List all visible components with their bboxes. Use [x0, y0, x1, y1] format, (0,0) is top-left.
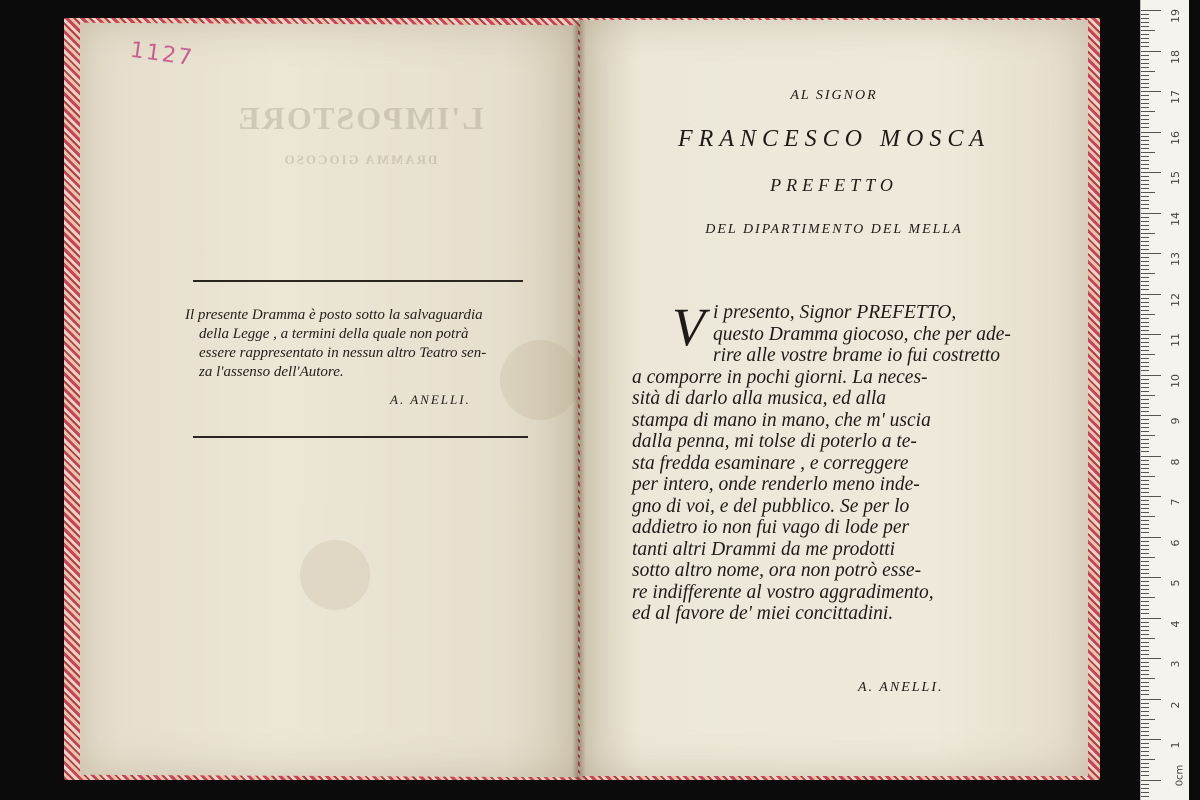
dedicatee-title: PREFETTO	[770, 175, 898, 195]
ruler-tick	[1141, 261, 1149, 262]
ruler-number: 7	[1169, 498, 1182, 506]
ruler-tick	[1141, 476, 1155, 477]
dedication-line: gno di voi, e del pubblico. Se per lo	[632, 495, 910, 517]
dedication-line: ed al favore de' miei concittadini.	[632, 603, 894, 624]
notice-line: della Legge , a termini della quale non potrà	[199, 326, 469, 342]
ruler-tick	[1141, 156, 1149, 157]
ruler-number: 1	[1169, 741, 1182, 749]
ruler-tick	[1141, 419, 1149, 420]
ruler-tick	[1141, 306, 1149, 307]
ruler-tick	[1141, 747, 1149, 748]
ruler-tick	[1141, 755, 1149, 756]
ruler-tick	[1141, 140, 1149, 141]
ruler-tick	[1141, 666, 1149, 667]
ruler-tick	[1141, 763, 1149, 764]
dedication-text	[632, 297, 1011, 625]
ruler-tick	[1141, 375, 1161, 376]
ruler-tick	[1141, 524, 1149, 525]
ruler-tick	[1141, 484, 1149, 485]
ruler-tick	[1141, 38, 1149, 39]
ruler-tick	[1141, 10, 1161, 11]
ruler-tick	[1141, 605, 1149, 606]
ruler-tick	[1141, 581, 1149, 582]
ruler-tick	[1141, 249, 1149, 250]
ruler-tick	[1141, 431, 1149, 432]
foxing-stain	[300, 540, 370, 610]
ruler-number: 12	[1169, 292, 1182, 307]
ruler-tick	[1141, 727, 1149, 728]
ruler-tick	[1141, 370, 1149, 371]
ruler-tick	[1141, 520, 1149, 521]
dedication-line: questo Dramma giocoso, che per ade-	[713, 323, 1011, 345]
ruler-tick	[1141, 682, 1149, 683]
ruler-tick	[1141, 127, 1149, 128]
ruler-tick	[1141, 504, 1149, 505]
ruler-tick	[1141, 528, 1149, 529]
ruler-tick	[1141, 229, 1149, 230]
ruler-tick	[1141, 792, 1149, 793]
ruler-tick	[1141, 415, 1161, 416]
ruler-tick	[1141, 160, 1149, 161]
ruler-tick	[1141, 759, 1155, 760]
ruler-tick	[1141, 310, 1149, 311]
dedication-signature: A. ANELLI.	[858, 680, 944, 695]
ruler-tick	[1141, 508, 1149, 509]
ruler-tick	[1141, 545, 1149, 546]
ruler-tick	[1141, 51, 1161, 52]
notice-line: za l'assenso dell'Autore.	[199, 364, 344, 380]
ruler-tick	[1141, 119, 1149, 120]
ruler-tick	[1141, 537, 1161, 538]
ruler-tick	[1141, 771, 1149, 772]
ruler-tick	[1141, 447, 1149, 448]
ruler-unit-label: 0cm	[1174, 764, 1186, 787]
ruler-tick	[1141, 723, 1149, 724]
ruler-tick	[1141, 302, 1149, 303]
ruler-number: 5	[1169, 579, 1182, 587]
ruler-tick	[1141, 221, 1149, 222]
ruler-tick	[1141, 99, 1149, 100]
ruler-tick	[1141, 573, 1149, 574]
ruler-tick	[1141, 334, 1161, 335]
ruler-tick	[1141, 642, 1149, 643]
ruler-tick	[1141, 237, 1149, 238]
ruler-tick	[1141, 200, 1149, 201]
ruler-tick	[1141, 217, 1149, 218]
ruler-tick	[1141, 132, 1161, 133]
dedicatee-name: FRANCESCO MOSCA	[678, 126, 990, 152]
ruler-tick	[1141, 176, 1149, 177]
ruler-tick	[1141, 148, 1149, 149]
ruler-tick	[1141, 91, 1161, 92]
bleed-through-subtitle: DRAMMA GIOCOSO	[282, 152, 438, 167]
ruler-tick	[1141, 464, 1149, 465]
ruler-tick	[1141, 346, 1149, 347]
ruler-tick	[1141, 172, 1161, 173]
ruler-tick	[1141, 164, 1149, 165]
ruler-tick	[1141, 460, 1149, 461]
ruler-tick	[1141, 703, 1149, 704]
ruler-tick	[1141, 670, 1149, 671]
ruler-tick	[1141, 289, 1149, 290]
ruler-tick	[1141, 638, 1155, 639]
ruler-tick	[1141, 42, 1149, 43]
ruler-tick	[1141, 658, 1161, 659]
ruler-tick	[1141, 265, 1149, 266]
ruler-tick	[1141, 269, 1149, 270]
copyright-notice	[185, 306, 535, 382]
ruler-tick	[1141, 609, 1149, 610]
ruler-tick	[1141, 423, 1149, 424]
ruler-number: 11	[1169, 333, 1182, 347]
ruler-number: 18	[1169, 49, 1182, 64]
dedicatee-department: DEL DIPARTIMENTO DEL MELLA	[705, 222, 963, 237]
ruler-tick	[1141, 601, 1149, 602]
ruler-tick	[1141, 387, 1149, 388]
ruler-tick	[1141, 192, 1155, 193]
ruler-tick	[1141, 196, 1149, 197]
ruler-tick	[1141, 184, 1149, 185]
ruler-tick	[1141, 22, 1149, 23]
ruler-tick	[1141, 213, 1161, 214]
ruler-tick	[1141, 516, 1155, 517]
notice-bottom-rule	[193, 436, 528, 438]
ruler-tick	[1141, 780, 1161, 781]
ruler-tick	[1141, 577, 1161, 578]
ruler-tick	[1141, 26, 1149, 27]
ruler-tick	[1141, 565, 1149, 566]
ruler-tick	[1141, 338, 1149, 339]
ruler-tick	[1141, 208, 1149, 209]
ruler-tick	[1141, 488, 1149, 489]
ruler-tick	[1141, 719, 1155, 720]
ruler-tick	[1141, 354, 1155, 355]
ruler-tick	[1141, 407, 1149, 408]
ruler-tick	[1141, 123, 1149, 124]
ruler-tick	[1141, 496, 1161, 497]
ruler-tick	[1141, 634, 1149, 635]
ruler-tick	[1141, 253, 1161, 254]
ruler-tick	[1141, 391, 1149, 392]
ruler-tick	[1141, 314, 1155, 315]
ruler-number: 3	[1169, 660, 1182, 668]
ruler-tick	[1141, 358, 1149, 359]
dedication-line: sta fredda esaminare , e correggere	[632, 452, 909, 474]
drop-cap: V	[672, 297, 705, 357]
dedication-line: addietro io non fui vago di lode per	[632, 517, 910, 538]
ruler-tick	[1141, 273, 1155, 274]
ruler-tick	[1141, 403, 1149, 404]
ruler-tick	[1141, 767, 1149, 768]
ruler-tick	[1141, 739, 1161, 740]
dedication-line: tanti altri Drammi da me prodotti	[632, 538, 896, 560]
ruler-tick	[1141, 281, 1149, 282]
ruler-tick	[1141, 103, 1149, 104]
ruler-tick	[1141, 379, 1149, 380]
ruler-tick	[1141, 662, 1149, 663]
ruler-tick	[1141, 512, 1149, 513]
dedication-salutation: AL SIGNOR	[790, 88, 878, 103]
ruler-tick	[1141, 152, 1155, 153]
notice-line: essere rappresentato in nessun altro Teatro sen-	[199, 345, 487, 361]
ruler-tick	[1141, 654, 1149, 655]
ruler-tick	[1141, 233, 1155, 234]
dedication-line: re indifferente al vostro aggradimento,	[632, 581, 934, 603]
ruler-tick	[1141, 257, 1149, 258]
ruler-number: 15	[1169, 171, 1182, 185]
ruler-tick	[1141, 350, 1149, 351]
ruler-tick	[1141, 694, 1149, 695]
ruler-tick	[1141, 690, 1149, 691]
ruler-tick	[1141, 618, 1161, 619]
ruler-tick	[1141, 395, 1155, 396]
measuring-ruler	[1140, 0, 1189, 800]
ruler-tick	[1141, 399, 1149, 400]
ruler-tick	[1141, 707, 1149, 708]
notice-line: Il presente Dramma è posto sotto la salvaguardia	[185, 307, 483, 323]
ruler-tick	[1141, 95, 1149, 96]
ruler-tick	[1141, 480, 1149, 481]
ruler-tick	[1141, 597, 1155, 598]
ruler-tick	[1141, 115, 1149, 116]
ruler-tick	[1141, 34, 1149, 35]
dedication-line: sotto altro nome, ora non potrò esse-	[632, 560, 922, 581]
ruler-tick	[1141, 451, 1149, 452]
dedication-line: i presento, Signor PREFETTO,	[713, 302, 957, 323]
pencil-shelf-mark: 1127	[128, 37, 196, 72]
ruler-tick	[1141, 46, 1149, 47]
ruler-tick	[1141, 298, 1149, 299]
ruler-tick	[1141, 715, 1149, 716]
ruler-number: 9	[1169, 417, 1182, 425]
ruler-tick	[1141, 427, 1149, 428]
ruler-tick	[1141, 468, 1149, 469]
ruler-tick	[1141, 383, 1149, 384]
ruler-tick	[1141, 318, 1149, 319]
ruler-tick	[1141, 67, 1149, 68]
ruler-number: 14	[1169, 211, 1182, 226]
ruler-tick	[1141, 735, 1149, 736]
ruler-tick	[1141, 55, 1149, 56]
ruler-tick	[1141, 532, 1149, 533]
notice-signature: A. ANELLI.	[390, 392, 471, 407]
ruler-tick	[1141, 225, 1149, 226]
ruler-tick	[1141, 435, 1155, 436]
ruler-tick	[1141, 18, 1149, 19]
ruler-tick	[1141, 796, 1149, 797]
ruler-tick	[1141, 775, 1149, 776]
ruler-tick	[1141, 613, 1149, 614]
ruler-tick	[1141, 492, 1149, 493]
ruler-tick	[1141, 188, 1149, 189]
ruler-tick	[1141, 87, 1149, 88]
ruler-number: 2	[1169, 701, 1182, 708]
ruler-tick	[1141, 500, 1149, 501]
ruler-number: 6	[1169, 539, 1182, 546]
ruler-tick	[1141, 71, 1155, 72]
ruler-tick	[1141, 569, 1149, 570]
ruler-tick	[1141, 411, 1149, 412]
ruler-tick	[1141, 784, 1149, 785]
ruler-tick	[1141, 561, 1149, 562]
ruler-tick	[1141, 439, 1149, 440]
ruler-tick	[1141, 180, 1149, 181]
ruler-tick	[1141, 59, 1149, 60]
ruler-tick	[1141, 630, 1149, 631]
ruler-tick	[1141, 111, 1155, 112]
ruler-tick	[1141, 136, 1149, 137]
ruler-tick	[1141, 204, 1149, 205]
ruler-tick	[1141, 285, 1149, 286]
ruler-tick	[1141, 245, 1149, 246]
ruler-tick	[1141, 83, 1149, 84]
ruler-tick	[1141, 366, 1149, 367]
ruler-tick	[1141, 711, 1149, 712]
ruler-tick	[1141, 731, 1149, 732]
ruler-tick	[1141, 75, 1149, 76]
ruler-tick	[1141, 593, 1149, 594]
ruler-number: 4	[1169, 620, 1182, 627]
dedication-line: sità di darlo alla musica, ed alla	[632, 388, 887, 409]
ruler-tick	[1141, 674, 1149, 675]
ruler-tick	[1141, 472, 1149, 473]
ruler-tick	[1141, 362, 1149, 363]
dedication-line: stampa di mano in mano, che m' uscia	[632, 409, 931, 431]
ruler-tick	[1141, 650, 1149, 651]
ruler-tick	[1141, 678, 1155, 679]
dedication-line: a comporre in pochi giorni. La neces-	[632, 366, 928, 388]
ruler-tick	[1141, 322, 1149, 323]
ruler-tick	[1141, 557, 1155, 558]
ruler-tick	[1141, 342, 1149, 343]
bleed-through-title: L'IMPOSTORE	[236, 100, 484, 136]
ruler-tick	[1141, 63, 1149, 64]
ruler-tick	[1141, 541, 1149, 542]
ruler-tick	[1141, 144, 1149, 145]
ruler-tick	[1141, 330, 1149, 331]
ruler-tick	[1141, 107, 1149, 108]
notice-top-rule	[193, 280, 523, 282]
ruler-tick	[1141, 686, 1149, 687]
ruler-tick	[1141, 79, 1149, 80]
dedication-line: per intero, onde renderlo meno inde-	[632, 474, 920, 495]
ruler-tick	[1141, 294, 1161, 295]
ruler-tick	[1141, 646, 1149, 647]
ruler-number: 19	[1169, 9, 1182, 23]
ruler-tick	[1141, 549, 1149, 550]
ruler-tick	[1141, 743, 1149, 744]
ruler-tick	[1141, 622, 1149, 623]
ruler-tick	[1141, 553, 1149, 554]
ruler-tick	[1141, 168, 1149, 169]
ruler-tick	[1141, 626, 1149, 627]
dedication-line: rire alle vostre brame io fui costretto	[713, 345, 1001, 366]
ruler-number: 13	[1169, 252, 1182, 266]
ruler-tick	[1141, 443, 1149, 444]
ruler-tick	[1141, 14, 1149, 15]
ruler-tick	[1141, 277, 1149, 278]
ruler-tick	[1141, 751, 1149, 752]
ruler-tick	[1141, 699, 1161, 700]
ruler-tick	[1141, 788, 1149, 789]
ruler-tick	[1141, 456, 1161, 457]
dedication-line: dalla penna, mi tolse di poterlo a te-	[632, 431, 917, 452]
ruler-number: 16	[1169, 130, 1182, 145]
ruler-number: 10	[1169, 373, 1182, 388]
ruler-number: 17	[1169, 90, 1182, 104]
ruler-tick	[1141, 30, 1155, 31]
ruler-tick	[1141, 241, 1149, 242]
ruler-tick	[1141, 326, 1149, 327]
ruler-tick	[1141, 585, 1149, 586]
ruler-tick	[1141, 589, 1149, 590]
ruler-number: 8	[1169, 458, 1182, 465]
